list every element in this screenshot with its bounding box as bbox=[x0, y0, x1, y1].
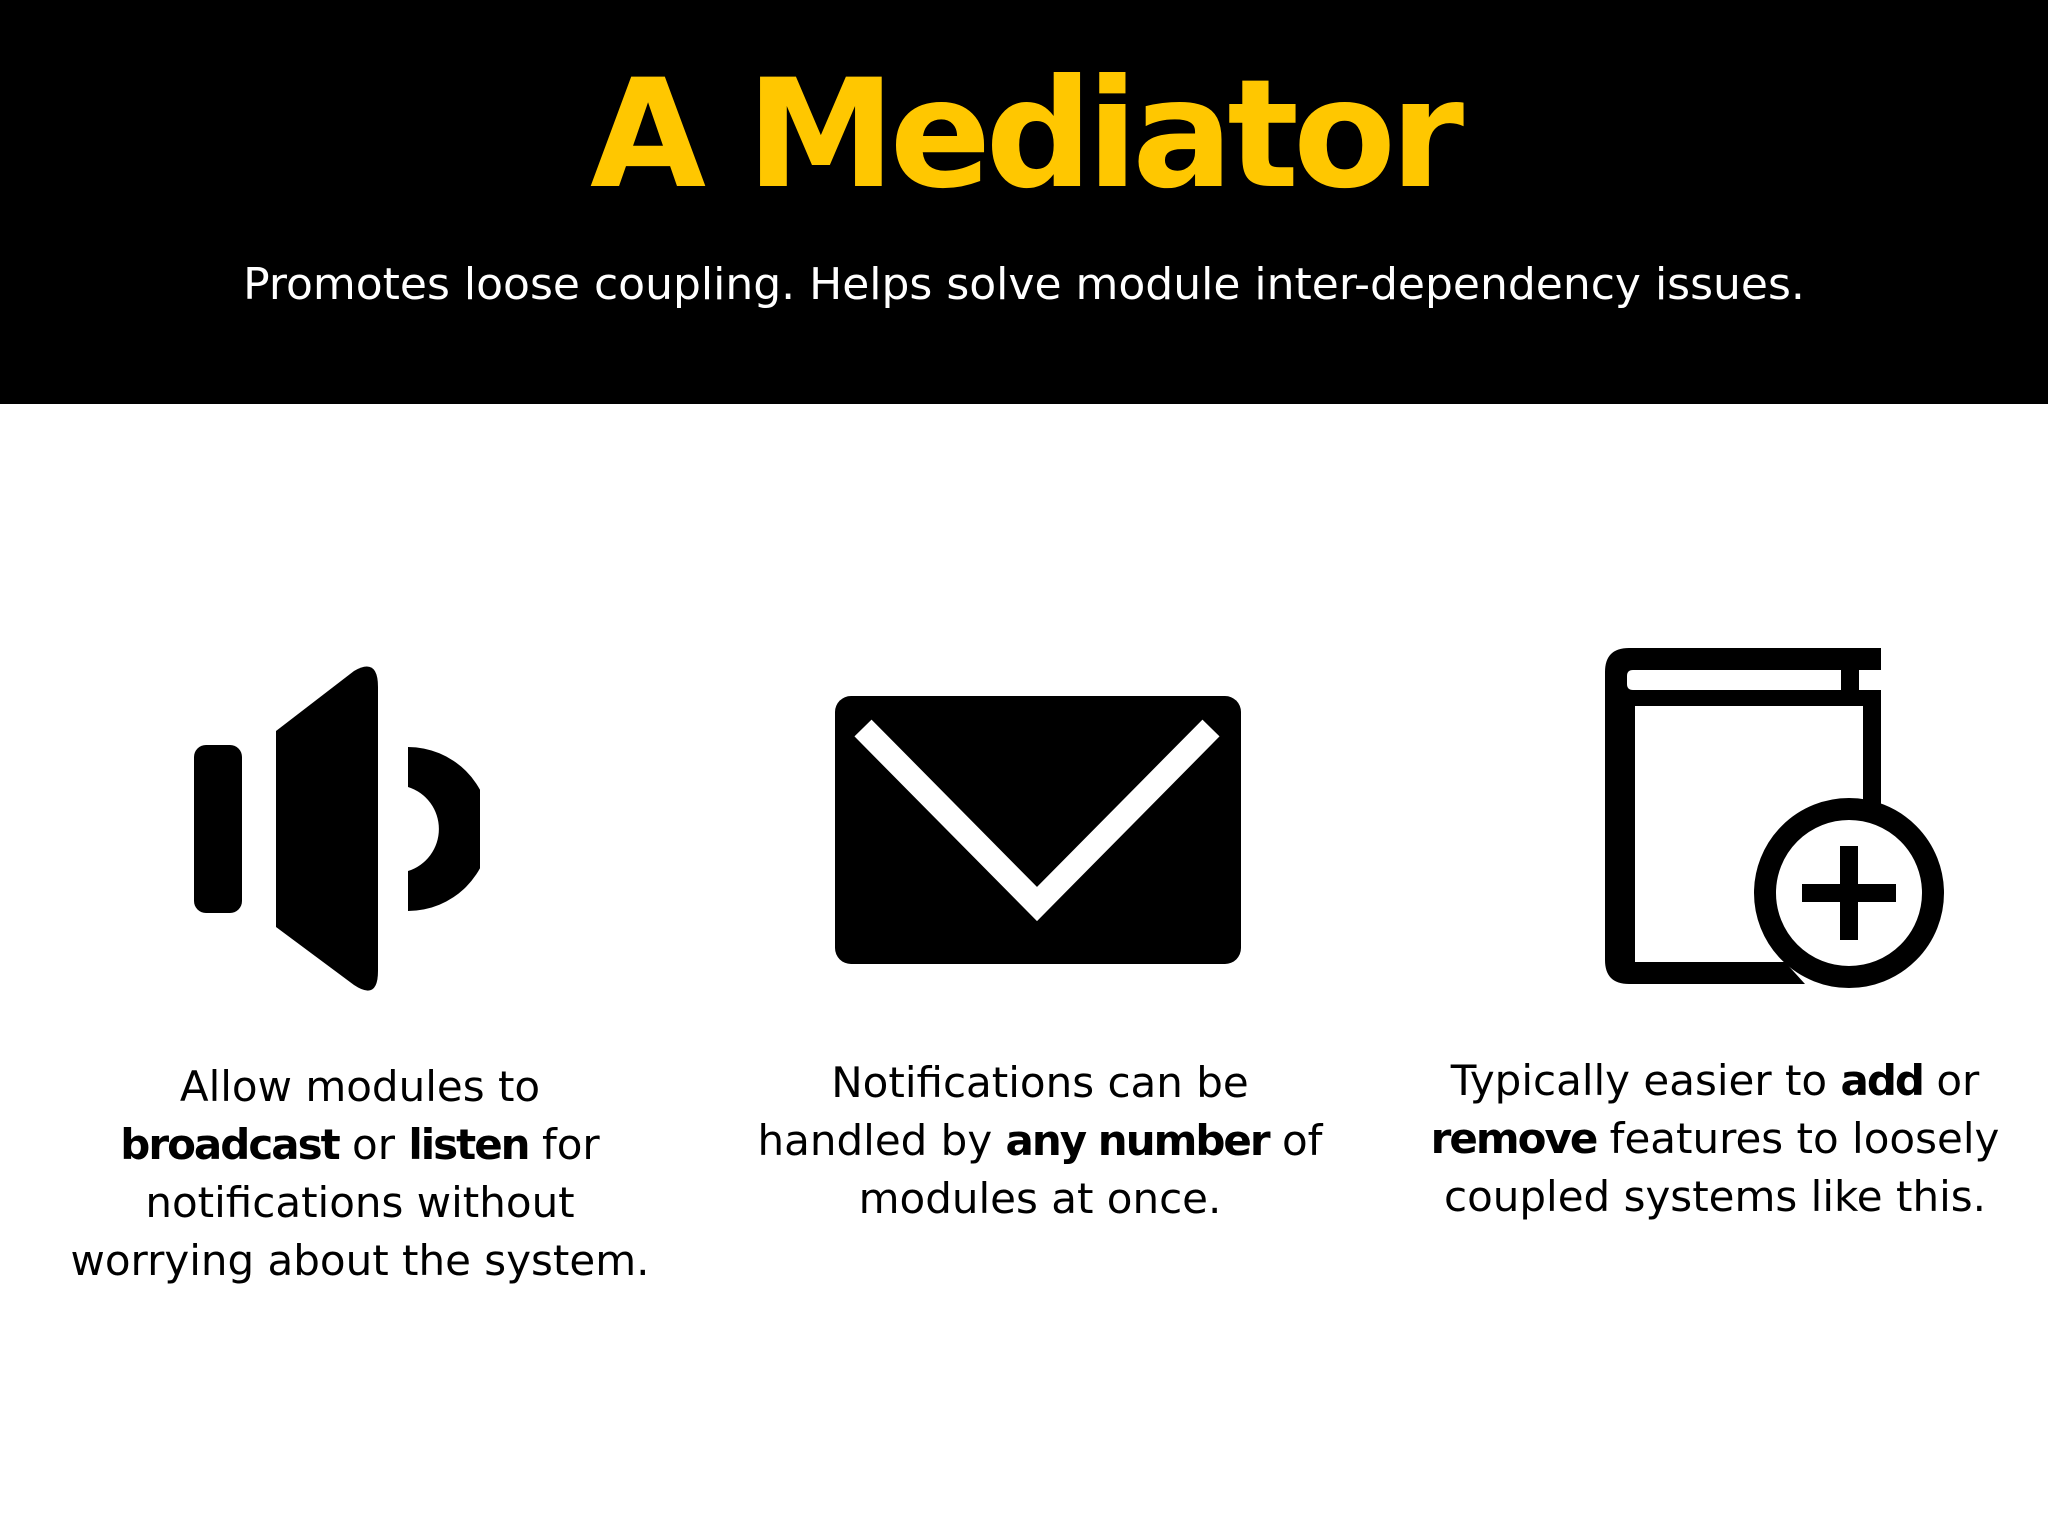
caption-bold: remove bbox=[1430, 1114, 1597, 1163]
header-bar bbox=[0, 0, 2048, 404]
caption-line: Allow modules to bbox=[179, 1062, 541, 1111]
caption-bold: any number bbox=[1005, 1116, 1269, 1165]
feature-caption-notifications bbox=[700, 1054, 1380, 1228]
caption-line: notifications without bbox=[145, 1178, 575, 1227]
caption-line bbox=[700, 1112, 1380, 1170]
envelope-icon bbox=[835, 694, 1241, 966]
caption-line bbox=[1390, 1110, 2040, 1168]
caption-text: or bbox=[1922, 1056, 1980, 1105]
caption-line: worrying about the system. bbox=[70, 1236, 650, 1285]
slide-title: A Mediator bbox=[589, 48, 1459, 222]
caption-line: coupled systems like this. bbox=[1443, 1172, 1986, 1221]
caption-line: modules at once. bbox=[858, 1174, 1222, 1223]
speaker-icon bbox=[190, 665, 480, 995]
caption-text: handled by bbox=[757, 1116, 1006, 1165]
caption-text: features to loosely bbox=[1596, 1114, 2000, 1163]
feature-caption-broadcast bbox=[40, 1058, 680, 1290]
feature-caption-add-remove bbox=[1390, 1052, 2040, 1226]
caption-text: of bbox=[1268, 1116, 1323, 1165]
caption-line bbox=[1390, 1052, 2040, 1110]
caption-line bbox=[40, 1116, 680, 1174]
caption-bold: add bbox=[1840, 1056, 1923, 1105]
caption-line: Notifications can be bbox=[831, 1058, 1249, 1107]
slide-subtitle: Promotes loose coupling. Helps solve module inter-dependency issues. bbox=[243, 259, 1805, 310]
caption-bold: broadcast bbox=[120, 1120, 339, 1169]
caption-text: or bbox=[338, 1120, 409, 1169]
book-add-icon bbox=[1605, 648, 1945, 988]
caption-text: Typically easier to bbox=[1450, 1056, 1841, 1105]
caption-bold: listen bbox=[408, 1120, 529, 1169]
caption-text: for bbox=[528, 1120, 600, 1169]
